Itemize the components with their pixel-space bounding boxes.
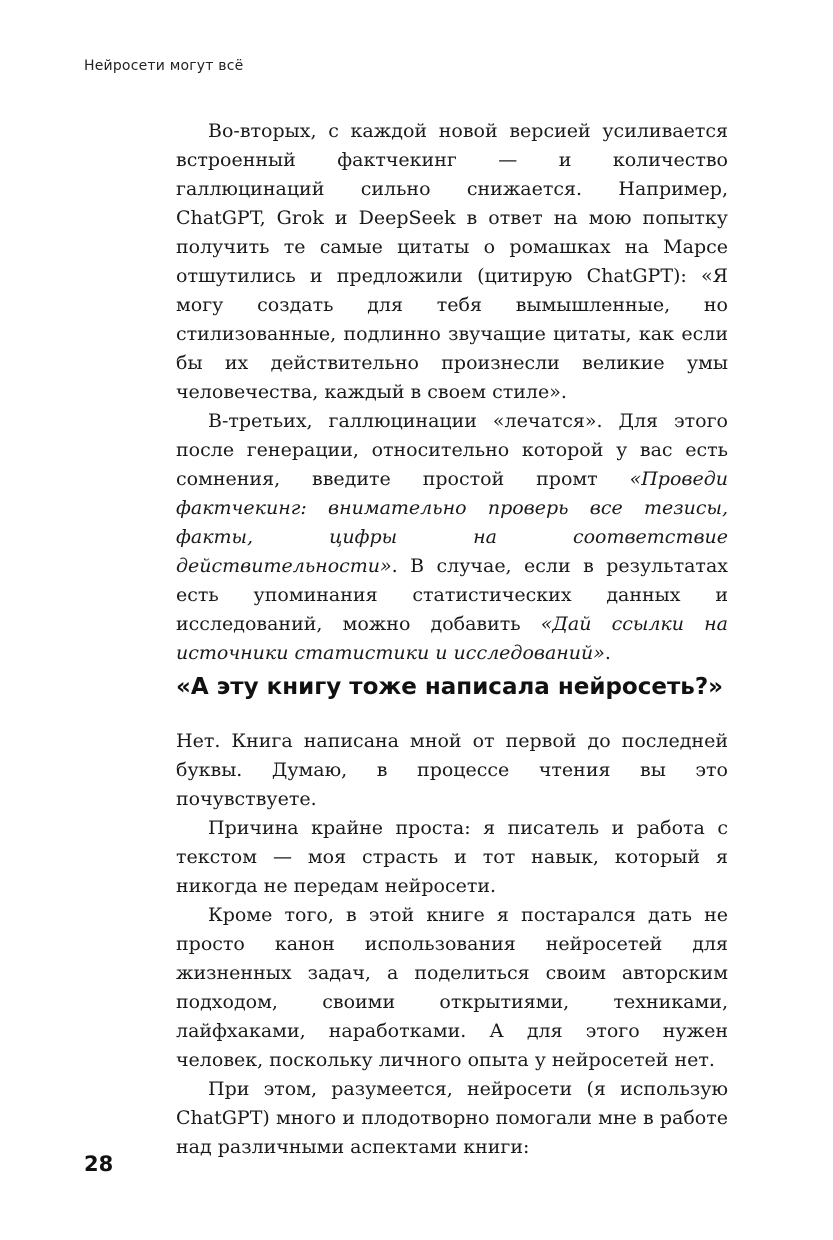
body-text-top [176, 117, 728, 668]
section-paragraph: Кроме того, в этой книге я постарался дать не просто канон использования нейросетей для жизненных задач, а поделиться своим авторским подходом, своими открытиями, техниками, лайфхаками, наработками. А для этого нужен человек, поскольку личного опыта у нейросетей нет. [176, 904, 728, 1071]
section-paragraph: Причина крайне проста: я писатель и работа с текстом — моя страсть и тот навык, который я никогда не передам нейросети. [176, 817, 728, 897]
paragraph-third-point [176, 407, 728, 668]
section-heading: «А эту книгу тоже написала нейросеть?» [176, 674, 724, 700]
section-paragraph: Нет. Книга написана мной от первой до последней буквы. Думаю, в процессе чтения вы это почувствуете. [176, 730, 728, 810]
paragraph-third-end: . [604, 642, 611, 664]
page-number: 28 [84, 1152, 114, 1176]
paragraph-second-point: Во-вторых, с каждой новой версией усиливается встроенный фактчекинг — и количество галлюцинаций сильно снижается. Например, ChatGPT, Grok и DeepSeek в ответ на мою попытку получить те самые цитаты о ромашках на Марсе отшутились и предложили (цитирую ChatGPT): «Я могу создать для тебя вымышленные, но стилизованные, подлинно звучащие цитаты, как если бы их действительно произнесли великие умы человечества, каждый в своем стиле». [176, 120, 728, 403]
paragraph-third-middle: . В случае, если в результатах есть упоминания статистических данных и исследований, можно добавить [176, 555, 728, 635]
section-paragraph: При этом, разумеется, нейросети (я использую ChatGPT) много и плодотворно помогали мне в работе над различными аспектами книги: [176, 1078, 728, 1158]
prompt-sources-quote: «Дай ссылки на источники статистики и исследований» [176, 613, 728, 664]
running-header: Нейросети могут всё [84, 58, 244, 74]
paragraph-third-lead: В-третьих, галлюцинации «лечатся». Для этого после генерации, относительно которой у вас есть сомнения, введите простой промт [176, 410, 728, 490]
body-text-section [176, 727, 728, 1162]
prompt-factcheck-quote: «Проведи фактчекинг: внимательно проверь все тезисы, факты, цифры на соответствие действительности» [176, 468, 728, 577]
